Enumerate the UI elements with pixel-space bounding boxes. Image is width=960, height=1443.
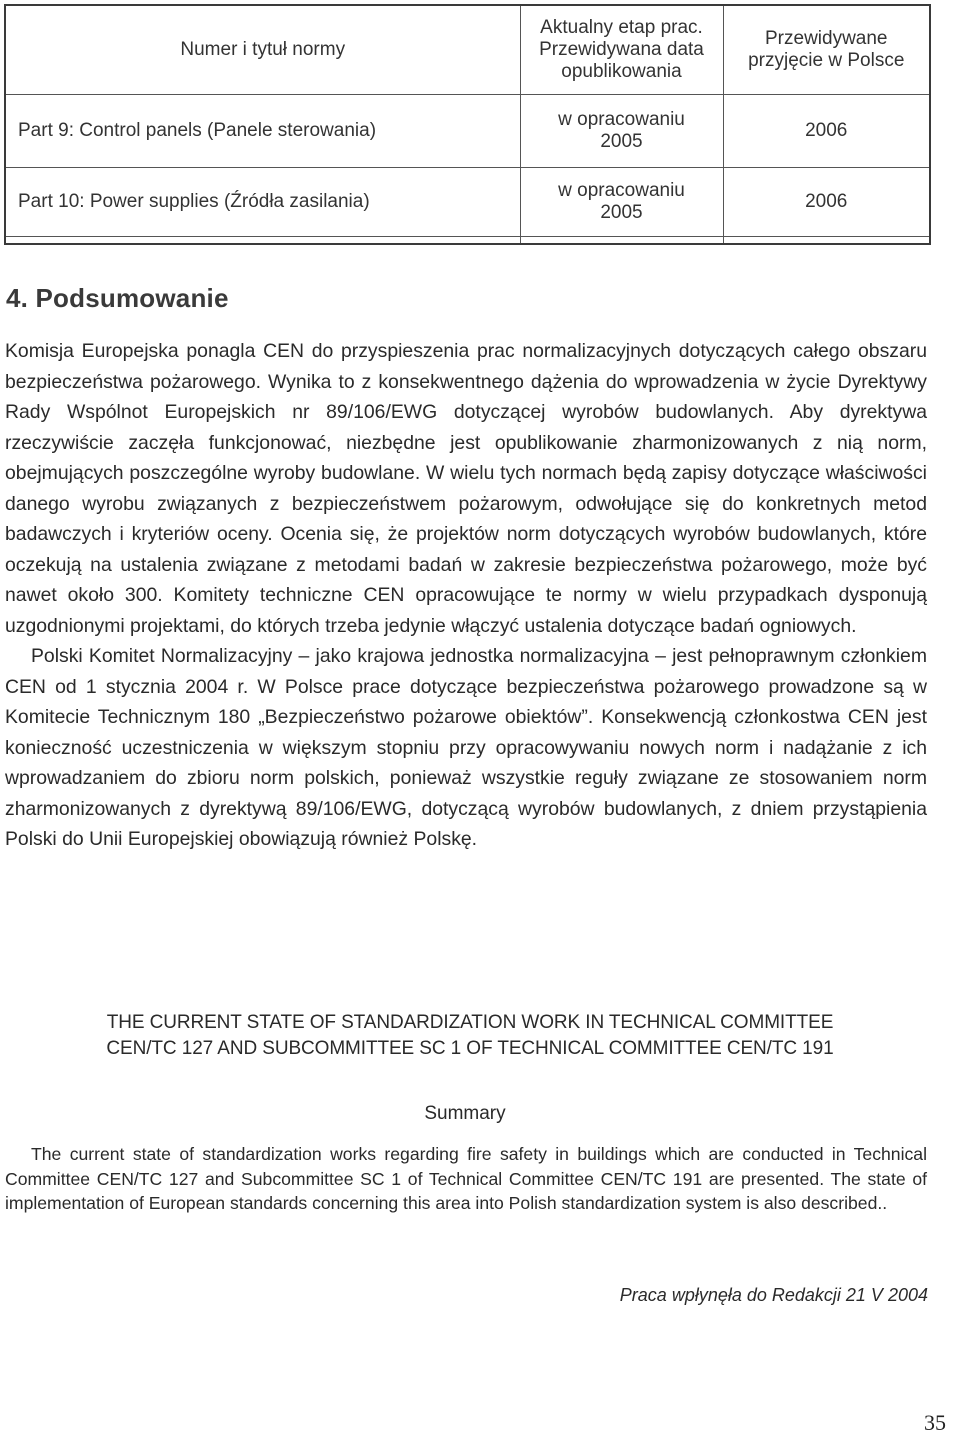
table-row [5,95,930,168]
row-publication-stage [520,95,723,168]
summary-paragraph: The current state of standardization works regarding fire safety in buildings which are conducted in Technical Committee CEN/TC 127 and Subcommittee SC 1 of Technical Committee CEN/TC 191 are presented. The state of implementation of European standards concerning this area into Polish standardization system is also described.. [5,1144,927,1213]
body-paragraph: Polski Komitet Normalizacyjny – jako krajowa jednostka normalizacyjna – jest pełnoprawnym członkiem CEN od 1 stycznia 2004 r. W Polsce prace dotyczące bezpieczeństwa pożarowego prowadzone są w Komitecie Technicznym 180 „Bezpieczeństwo pożarowe obiektów”. Konsekwencją członkostwa CEN jest konieczność uczestniczenia w większym stopniu przy opracowywaniu nowych norm i nadążanie z ich wprowadzaniem do zbioru norm polskich, ponieważ wszystkie reguły związane ze stosowaniem norm zharmonizowanych z dyrektywą 89/106/EWG, dotyczącą wyrobów budowlanych, z dniem przystąpienia Polski do Unii Europejskiej obowiązują również Polskę. [5,645,927,850]
header-adoption-line-2: przyjęcie w Polsce [748,50,905,71]
row-stage-text: w opracowaniu [558,109,685,130]
table-bottom-rule [5,237,930,245]
page-number: 35 [924,1410,946,1435]
row-stage-text: w opracowaniu [558,180,685,201]
header-standard-title: Numer i tytuł normy [5,5,520,95]
header-adoption [723,5,930,95]
header-publication-line-2: Przewidywana data [539,39,704,60]
table-row [5,168,930,237]
table-header-row [5,5,930,95]
row-adoption-year: 2006 [723,95,930,168]
summary-heading: Summary [424,1103,506,1124]
received-date-note: Praca wpłynęła do Redakcji 21 V 2004 [619,1285,928,1305]
header-publication-line-3: opublikowania [561,61,682,82]
table-spacer-cell [5,237,520,245]
row-adoption-year: 2006 [723,168,930,237]
table-spacer-cell [520,237,723,245]
row-publication-stage [520,168,723,237]
standards-table [4,4,931,245]
table-spacer-cell [723,237,930,245]
english-title-line-1: THE CURRENT STATE OF STANDARDIZATION WORK IN TECHNICAL COMMITTEE [106,1012,834,1033]
row-standard-title: Part 9: Control panels (Panele sterowania) [5,95,520,168]
header-adoption-line-1: Przewidywane [765,28,888,49]
summary-body [5,1142,927,1216]
english-title [20,1010,920,1062]
section-heading: 4. Podsumowanie [6,283,229,313]
body-paragraph: Komisja Europejska ponagla CEN do przyspieszenia prac normalizacyjnych dotyczących całego obszaru bezpieczeństwa pożarowego. Wynika to z konsekwentnego dążenia do wprowadzenia w życie Dyrektywy Rady Wspólnot Europejskich nr 89/106/EWG dotyczącej wyrobów budowlanych. Aby dyrektywa rzeczywiście zaczęła funkcjonować, niezbędne jest opublikowanie zharmonizowanych z nią norm, obejmujących poszczególne wyroby budowlane. W wielu tych normach będą zapisy dotyczące właściwości danego wyrobu związanych z bezpieczeństwem pożarowym, odwołujące się do konkretnych metod badawczych i kryteriów oceny. Ocenia się, że projektów norm dotyczących wyrobów budowlanych, które oczekują na ustalenia związane z metodami badań w zakresie bezpieczeństwa pożarowego, może być nawet około 300. Komitety techniczne CEN opracowujące te normy w wielu przypadkach dysponują uzgodnionymi projektami, do których trzeba jedynie włączyć ustalenia dotyczące badań ogniowych. [5,340,927,637]
row-standard-title: Part 10: Power supplies (Źródła zasilania) [5,168,520,237]
section-body [5,336,927,855]
header-publication-line-1: Aktualny etap prac. [540,17,703,38]
header-publication-stage [520,5,723,95]
english-title-line-2: CEN/TC 127 AND SUBCOMMITTEE SC 1 OF TECHNICAL COMMITTEE CEN/TC 191 [106,1038,834,1059]
row-publish-year: 2005 [600,131,643,152]
row-publish-year: 2005 [600,202,643,223]
